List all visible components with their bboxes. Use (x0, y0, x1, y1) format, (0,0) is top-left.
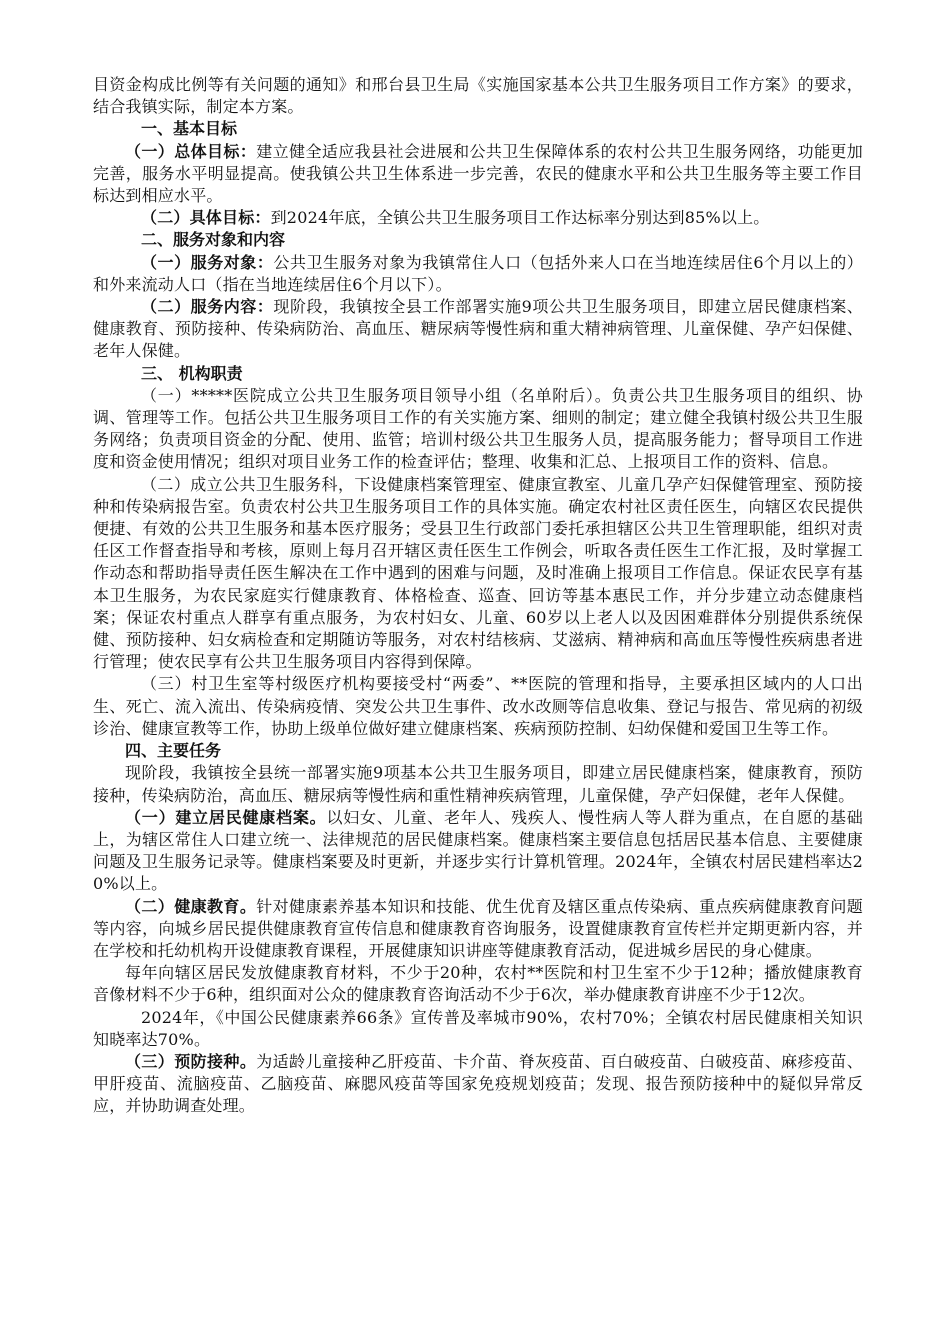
document-page (93, 74, 863, 1118)
specific-goal-label: （二）具体目标： (141, 208, 271, 228)
task-health-records-text: 以妇女、儿童、老年人、残疾人、慢性病人等人群为重点，在自愿的基础上，为辖区常住人口建立统一、法律规范的居民健康档案。健康档案主要信息包括居民基本信息、主要健康问题及卫生服务记录等。健康档案要及时更新，并逐步实行计算机管理。2024年，全镇农村居民建档率达20%以上。 (93, 807, 863, 894)
task-health-education-paragraph (93, 896, 863, 963)
health-education-materials-paragraph: 每年向辖区居民发放健康教育材料，不少于20种，农村**医院和村卫生室不少于12种；播放健康教育音像材料不少于6种，组织面对公众的健康教育咨询活动不少于6次，举办健康教育讲座不少于12次。 (93, 963, 863, 1005)
task-health-education-text: 针对健康素养基本知识和技能、优生优育及辖区重点传染病、重点疾病健康教育问题等内容，向城乡居民提供健康教育宣传信息和健康教育咨询服务，设置健康教育宣传栏并定期更新内容，并在学校和托幼机构开设健康教育课程，开展健康知识讲座等健康教育活动，促进城乡居民的身心健康。 (93, 896, 863, 960)
service-target-text: 公共卫生服务对象为我镇常住人口（包括外来人口在当地连续居住6个月以上的）和外来流动人口（指在当地连续居住6个月以下）。 (93, 252, 863, 294)
specific-goal-text: 到2024年底，全镇公共卫生服务项目工作达标率分别达到85%以上。 (270, 208, 770, 228)
specific-goal-paragraph (93, 207, 863, 229)
service-content-paragraph (93, 296, 863, 363)
overall-goal-label: （一）总体目标： (125, 141, 257, 161)
service-target-paragraph (93, 252, 863, 296)
section-heading-goals: 一、基本目标 (141, 119, 238, 139)
intro-paragraph: 目资金构成比例等有关问题的通知》和邢台县卫生局《实施国家基本公共卫生服务项目工作方案》的要求，结合我镇实际，制定本方案。 (93, 75, 863, 117)
section-heading-tasks: 四、主要任务 (125, 741, 222, 761)
task-vaccination-text: 为适龄儿童接种乙肝疫苗、卡介苗、脊灰疫苗、百白破疫苗、白破疫苗、麻疹疫苗、甲肝疫苗、流脑疫苗、乙脑疫苗、麻腮风疫苗等国家免疫规划疫苗；发现、报告预防接种中的疑似异常反应，并协助调查处理。 (93, 1051, 863, 1116)
task-health-records-paragraph (93, 807, 863, 896)
task-health-education-label: （二）健康教育。 (125, 896, 257, 916)
responsibility-paragraph-2: （二）成立公共卫生服务科，下设健康档案管理室、健康宣教室、儿童几孕产妇保健管理室、预防接种和传染病报告室。负责农村公共卫生服务项目工作的具体实施。确定农村社区责任医生，向辖区农民提供便捷、有效的公共卫生服务和基本医疗服务；受县卫生行政部门委托承担辖区公共卫生管理职能，组织对责任区工作督查指导和考核，原则上每月召开辖区责任医生工作例会，听取各责任医生工作汇报，及时掌握工作动态和帮助指导责任医生解决在工作中遇到的困难与问题，及时准确上报项目工作信息。保证农民享有基本卫生服务，为农民家庭实行健康教育、体格检查、巡查、回访等基本惠民工作，并分步建立动态健康档案；保证农村重点人群享有重点服务，为农村妇女、儿童、60岁以上老人以及因困难群体分别提供系统保健、预防接种、妇女病检查和定期随访等服务，对农村结核病、艾滋病、精神病和高血压等慢性疾病患者进行管理；使农民享有公共卫生服务项目内容得到保障。 (93, 474, 863, 672)
responsibility-paragraph-3: （三）村卫生室等村级医疗机构要接受村“两委”、**医院的管理和指导，主要承担区域内的人口出生、死亡、流入流出、传染病疫情、突发公共卫生事件、改水改厕等信息收集、登记与报告、常见病的初级诊治、健康宣教等工作，协助上级单位做好建立健康档案、疾病预防控制、妇幼保健和爱国卫生等工作。 (93, 674, 863, 738)
overall-goal-text: 建立健全适应我县社会进展和公共卫生保障体系的农村公共卫生服务网络，功能更加完善，服务水平明显提高。使我镇公共卫生体系进一步完善，农民的健康水平和公共卫生服务等主要工作目标达到相应水平。 (93, 141, 863, 206)
service-content-label: （二）服务内容： (141, 297, 274, 317)
task-vaccination-label: （三）预防接种。 (125, 1051, 257, 1071)
section-heading-responsibilities: 三、 机构职责 (141, 363, 243, 383)
overall-goal-paragraph (93, 141, 863, 208)
task-health-records-label: （一）建立居民健康档案。 (125, 807, 327, 827)
service-target-label: （一）服务对象： (141, 252, 274, 272)
task-vaccination-paragraph (93, 1051, 863, 1118)
section-heading-services: 二、服务对象和内容 (141, 230, 286, 250)
health-literacy-paragraph: 2024年，《中国公民健康素养66条》宣传普及率城市90%，农村70%；全镇农村居民健康相关知识知晓率达70%。 (93, 1007, 863, 1049)
tasks-intro-paragraph: 现阶段，我镇按全县统一部署实施9项基本公共卫生服务项目，即建立居民健康档案，健康教育，预防接种，传染病防治，高血压、糖尿病等慢性病和重性精神疾病管理，儿童保健，孕产妇保健，老年人保健。 (93, 763, 863, 805)
service-content-text: 现阶段，我镇按全县工作部署实施9项公共卫生服务项目，即建立居民健康档案、健康教育、预防接种、传染病防治、高血压、糖尿病等慢性病和重大精神病管理、儿童保健、孕产妇保健、老年人保健。 (93, 297, 863, 361)
responsibility-paragraph-1: （一）*****医院成立公共卫生服务项目领导小组（名单附后）。负责公共卫生服务项目的组织、协调、管理等工作。包括公共卫生服务项目工作的有关实施方案、细则的制定；建立健全我镇村级公共卫生服务网络；负责项目资金的分配、使用、监管；培训村级公共卫生服务人员，提高服务能力；督导项目工作进度和资金使用情况；组织对项目业务工作的检查评估；整理、收集和汇总、上报项目工作的资料、信息。 (93, 385, 863, 472)
